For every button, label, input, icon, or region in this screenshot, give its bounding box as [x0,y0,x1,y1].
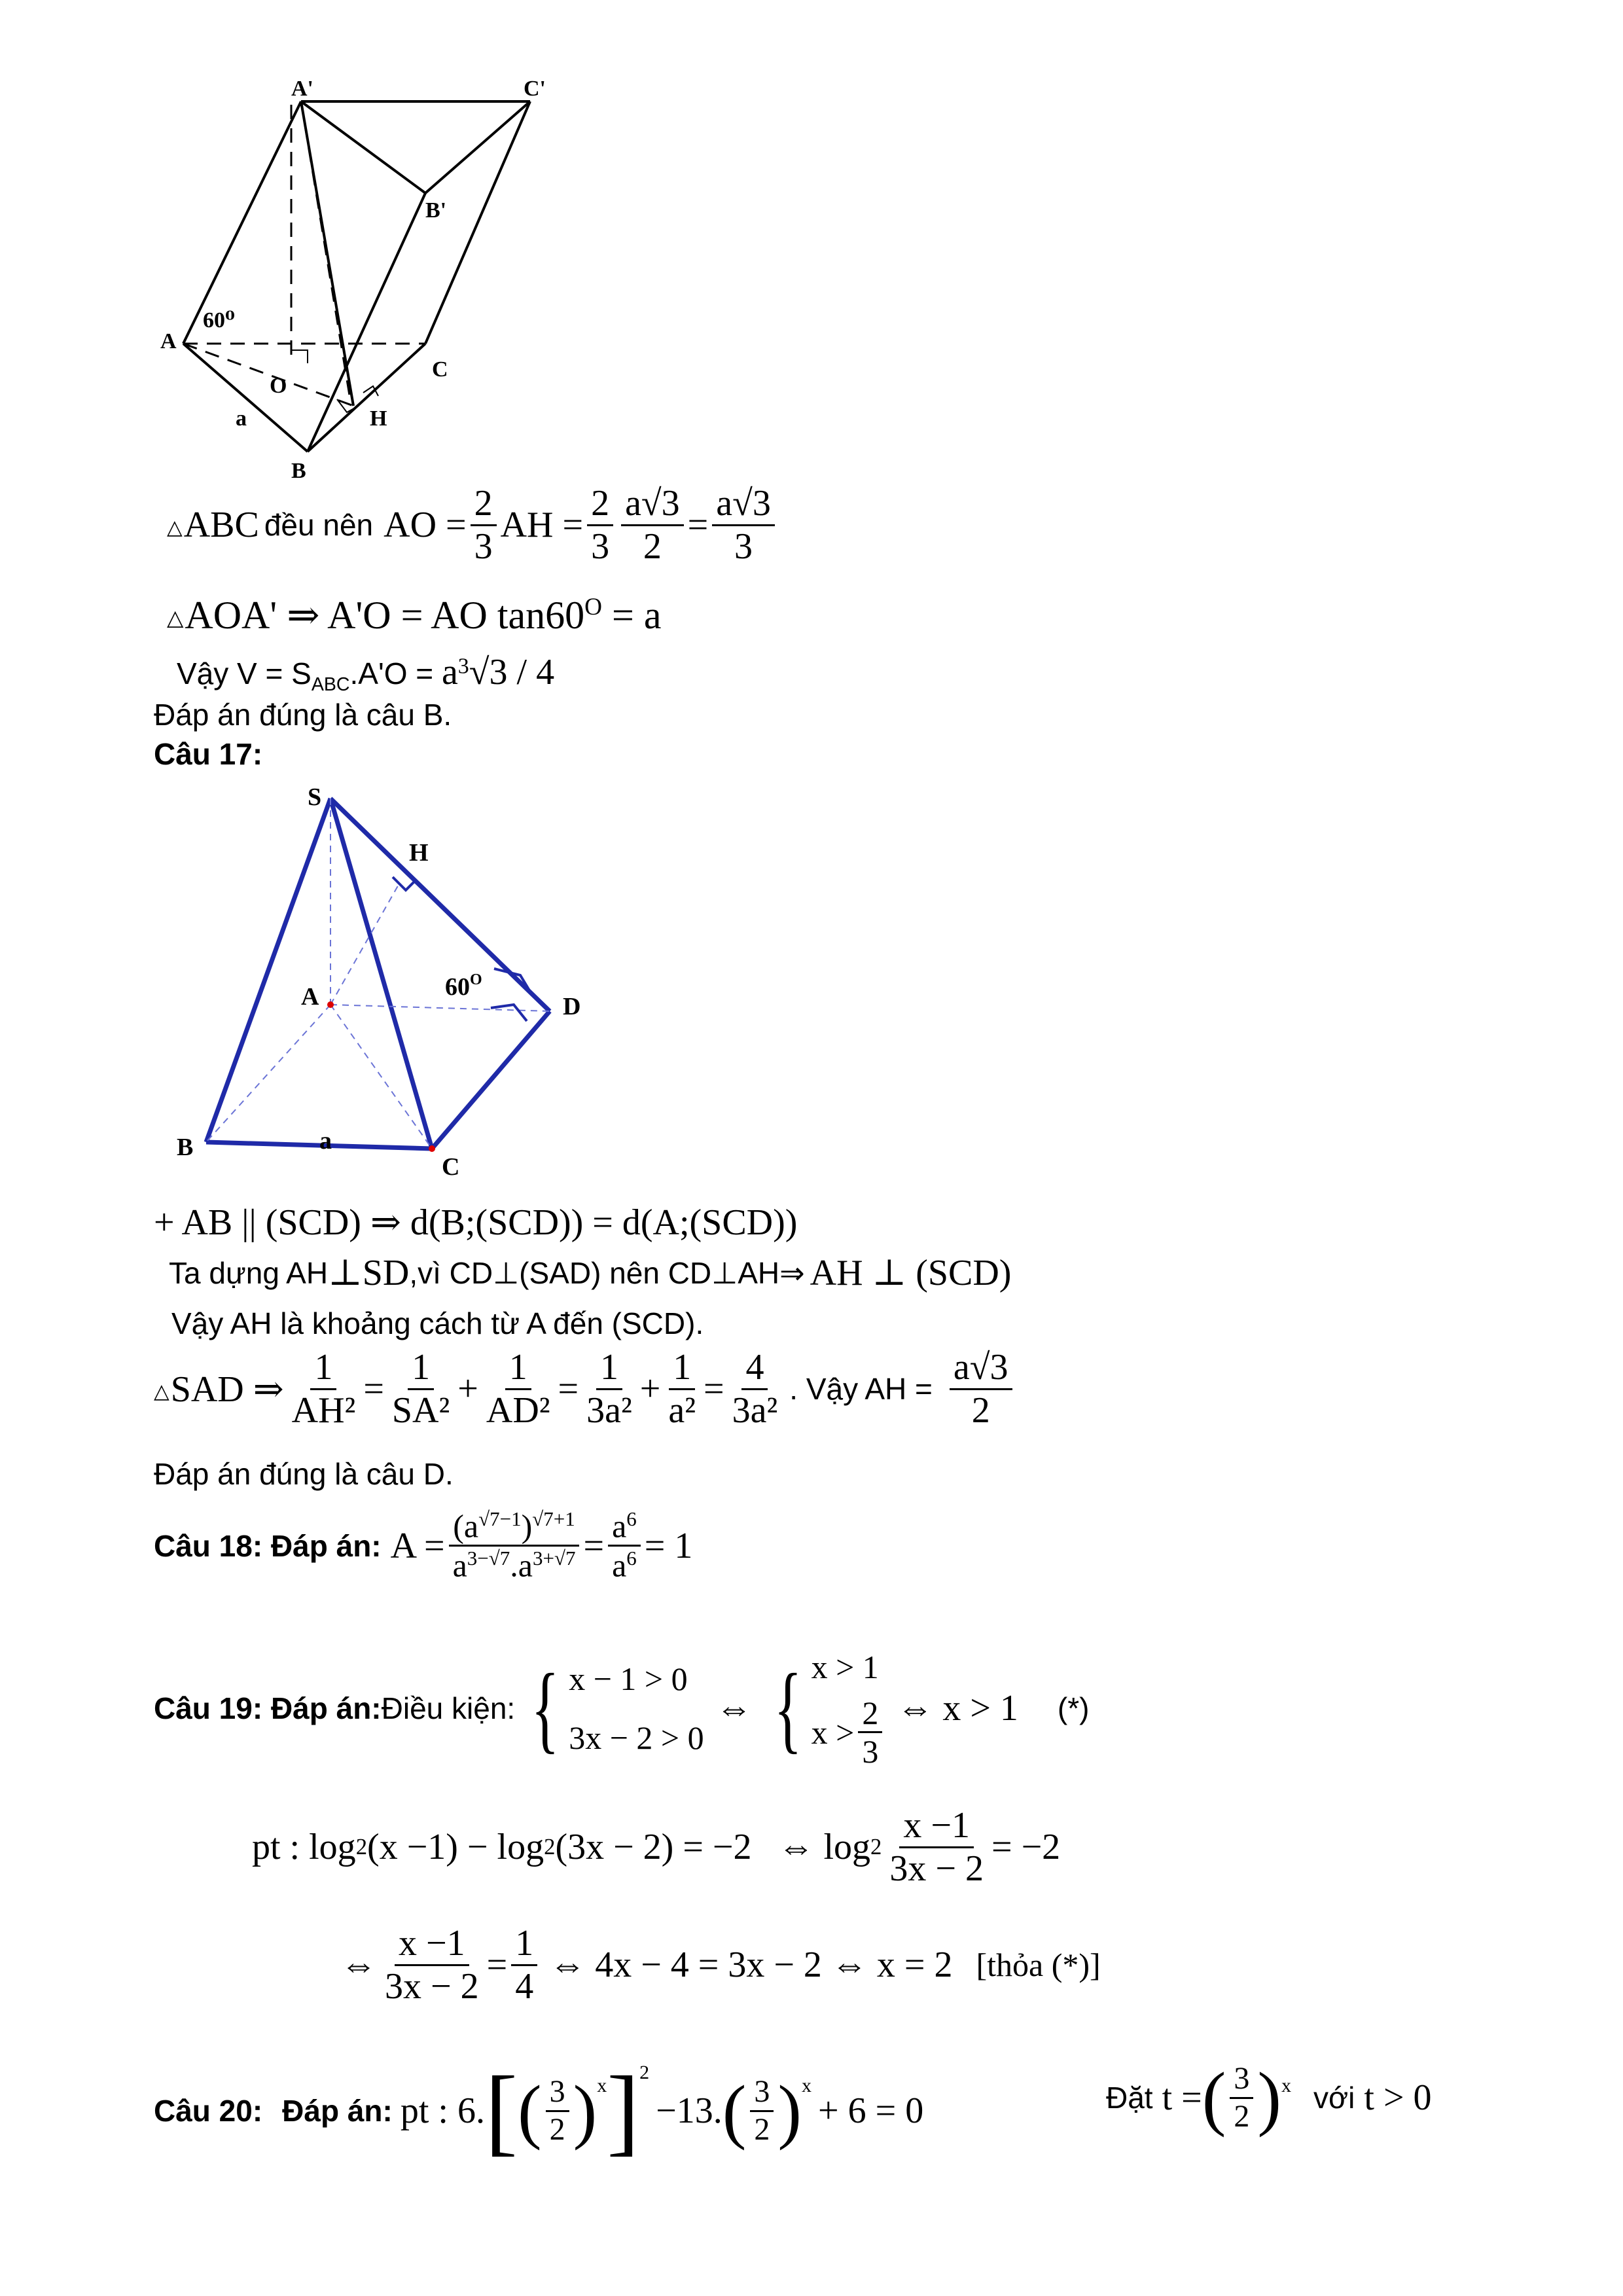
heading-cau-17: Câu 17: [154,737,263,771]
label-a: a [236,406,247,431]
label-D: D [563,993,581,1020]
equation-SAD: △SAD ⇒ $\frac{1}{\text{AH²}}$ = $\frac{1}{\text{SA²}}$ + $\frac{1}{\text{AD²}}$ = $\frac{1}{\text{3a²}}$ + $\frac{1}{\text{a²}}$ = $\frac{4}{\text{3a²}}$ . Vậy AH = $\frac{a√3}{2}$ [154,1348,1016,1430]
answer-17: Đáp án đúng là câu D. [154,1457,454,1491]
equation-solution: ⇔ $\frac{x -1}{3x - 2}$ = $\frac{1}{4}$ ⇔ 4x − 4 = 3x − 2 ⇔ x = 2 [thỏa (*)] [340,1923,1101,2007]
label-C: C [432,357,448,382]
label-O: O [270,374,287,398]
label-C-prime: C' [524,77,546,101]
answer-16: Đáp án đúng là câu B. [154,698,452,732]
label-A2: A [301,983,319,1011]
label-A-prime: A' [291,77,313,101]
equation-ABC: △ABC đều nên AO = $\frac{2}{3}$ AH = $\frac{2}{3}$ $\frac{a√3}{2}$ = $\frac{a√3}{3}$ [167,484,779,566]
label-angle2: $60^O$ [445,971,482,1001]
label-B2: B [177,1134,194,1161]
label-angle-60: 60⁰ [203,308,235,332]
label-S: S [308,783,322,811]
cau-20: Câu 20: Đáp án: pt : 6. [ ( $\frac{3}{2}$ ) x ] 2 −13. ( $\frac{3}{2}$ ) x + 6 = 0 [154,2056,924,2165]
label-A: A [160,329,177,353]
substitution: Đặt t = ( $\frac{3}{2}$ ) x với t > 0 [1106,2058,1432,2138]
label-B-prime: B' [425,198,447,223]
prism-figure [151,72,569,491]
label-H: H [370,406,387,431]
construction-line: Ta dựng AH ⊥SD ,vì CD⊥(SAD) nên CD ⊥AH⇒ AH ⊥ (SCD) [169,1253,1012,1293]
label-a2: a [319,1127,332,1155]
label-B: B [291,459,306,483]
conclusion-line: Vậy AH là khoảng cách từ A đến (SCD). [171,1306,704,1340]
label-H2: H [409,839,429,867]
cau-19: Câu 19: Đáp án: Điều kiện: { x − 1 > 0 3x − 2 > 0 ⇔ { x > 1 x > $\frac{2}{3}$ ⇔ x > 1 (*) [154,1648,1090,1770]
equation-log: pt : log 2 (x −1) − log 2 (3x − 2) = −2 ⇔ log 2 $\frac{x -1}{3x - 2}$ = −2 [252,1805,1061,1889]
label-C2: C [442,1153,460,1181]
volume-line: Vậy $V = S_{ABC}.A'O = a^3√3 / 4$ [177,652,555,696]
pyramid-figure [164,779,635,1185]
equation-parallel: + AB || (SCD) ⇒ d(B;(SCD)) = d(A;(SCD)) [154,1202,798,1243]
cau-18: Câu 18: Đáp án: A = $\frac{(a^{√7-1})^{√7+1}}{a^{3-√7}.a^{3+√7}}$ = $\frac{a^6}{a^6}$ = 1 [154,1507,693,1584]
equation-AOA: △AOA' ⇒ A'O = AO $\tan 60^O = a$ [167,594,662,637]
